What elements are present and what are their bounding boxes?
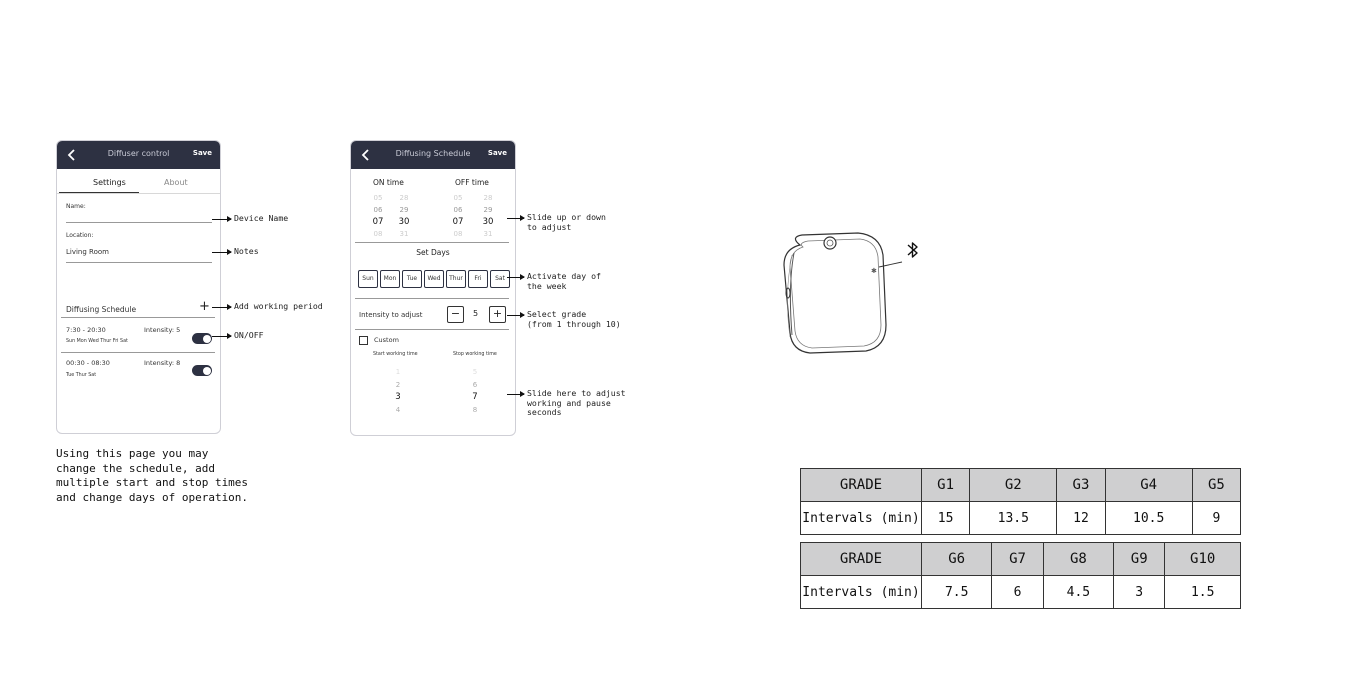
- day-sun[interactable]: Sun: [358, 270, 378, 288]
- diffusing-schedule-screen: [350, 140, 516, 436]
- picker-value: 5: [472, 368, 478, 376]
- table-row: [801, 502, 1241, 535]
- day-fri[interactable]: Fri: [468, 270, 488, 288]
- tab-settings[interactable]: Settings: [93, 178, 126, 187]
- divider: [355, 242, 509, 243]
- grade-cell: G4: [1105, 469, 1192, 502]
- stop-working-label: Stop working time: [453, 352, 497, 357]
- on-off-annotation: ON/OFF: [234, 330, 264, 340]
- set-days-label: Set Days: [416, 248, 450, 257]
- increase-intensity-button[interactable]: +: [489, 306, 506, 323]
- save-button[interactable]: Save: [192, 149, 212, 157]
- annotation-arrow: [507, 394, 524, 395]
- off-hour-picker[interactable]: [451, 192, 465, 240]
- picker-value: 06: [373, 206, 383, 214]
- start-time-picker[interactable]: [391, 366, 405, 416]
- bluetooth-icon: [906, 240, 920, 260]
- app-bar: [351, 141, 515, 169]
- picker-value: 2: [395, 380, 401, 389]
- interval-cell: 13.5: [970, 502, 1057, 535]
- picker-value-selected: 30: [482, 217, 494, 227]
- grade-cell: G7: [992, 543, 1043, 576]
- slide-here-annotation: Slide here to adjust working and pause seconds: [527, 388, 626, 418]
- period-days: Sun Mon Wed Thur Fri Sat: [66, 339, 128, 344]
- intensity-value: 5: [473, 309, 479, 318]
- svg-text:✱: ✱: [871, 267, 877, 275]
- day-sat[interactable]: Sat: [490, 270, 510, 288]
- grade-cell: G9: [1114, 543, 1165, 576]
- intervals-label-cell: Intervals (min): [801, 502, 922, 535]
- custom-label: Custom: [374, 336, 399, 344]
- picker-value-selected: 3: [395, 392, 401, 402]
- period-toggle[interactable]: [192, 333, 212, 344]
- picker-value: 8: [472, 405, 478, 414]
- annotation-arrow: [212, 219, 231, 220]
- day-tue[interactable]: Tue: [402, 270, 422, 288]
- interval-cell: 9: [1192, 502, 1240, 535]
- day-wed[interactable]: Wed: [424, 270, 444, 288]
- interval-cell: 4.5: [1043, 576, 1113, 609]
- diffuser-device-illustration: [770, 225, 950, 360]
- picker-value: 4: [395, 405, 401, 414]
- grade-cell: G6: [922, 543, 992, 576]
- location-label: Location:: [66, 232, 94, 239]
- on-time-label: ON time: [373, 178, 404, 187]
- picker-value: 31: [399, 230, 409, 238]
- interval-cell: 12: [1057, 502, 1105, 535]
- interval-cell: 1.5: [1165, 576, 1241, 609]
- annotation-arrow: [212, 336, 231, 337]
- interval-cell: 10.5: [1105, 502, 1192, 535]
- name-label: Name:: [66, 203, 86, 210]
- slide-adjust-annotation: Slide up or down to adjust: [527, 212, 606, 232]
- picker-value: 28: [483, 194, 493, 202]
- period-divider: [61, 352, 215, 353]
- picker-value: 05: [453, 194, 463, 202]
- annotation-arrow: [507, 277, 524, 278]
- tab-about[interactable]: About: [164, 178, 188, 187]
- location-underline: [66, 262, 212, 263]
- activate-day-annotation: Activate day of the week: [527, 271, 601, 291]
- off-time-label: OFF time: [455, 178, 489, 187]
- grade-cell: G8: [1043, 543, 1113, 576]
- divider: [355, 329, 509, 330]
- day-mon[interactable]: Mon: [380, 270, 400, 288]
- table-row: [801, 576, 1241, 609]
- picker-value: 1: [395, 368, 401, 376]
- interval-cell: 7.5: [922, 576, 992, 609]
- schedule-divider: [61, 317, 215, 318]
- picker-value: 31: [483, 230, 493, 238]
- description-paragraph: Using this page you may change the schedule, add multiple start and stop times and change days of operation.: [56, 447, 249, 504]
- save-button[interactable]: Save: [487, 149, 507, 157]
- grade-table-2: [800, 542, 1241, 609]
- grade-cell: G1: [922, 469, 970, 502]
- table-header-row: [801, 543, 1241, 576]
- annotation-arrow: [212, 252, 231, 253]
- picker-value-selected: 30: [398, 217, 410, 227]
- picker-value-selected: 07: [452, 217, 464, 227]
- add-period-button[interactable]: +: [199, 299, 210, 314]
- grade-cell: G2: [970, 469, 1057, 502]
- annotation-arrow: [507, 315, 524, 316]
- tab-divider: [57, 193, 220, 194]
- picker-value: 28: [399, 194, 409, 202]
- screen-title: Diffuser control: [107, 149, 170, 158]
- interval-cell: 3: [1114, 576, 1165, 609]
- diffuser-control-screen: [56, 140, 221, 434]
- divider: [355, 298, 509, 299]
- name-field[interactable]: [66, 222, 212, 223]
- picker-value: 08: [373, 230, 383, 238]
- grade-cell: G3: [1057, 469, 1105, 502]
- grade-cell: G10: [1165, 543, 1241, 576]
- intervals-label-cell: Intervals (min): [801, 576, 922, 609]
- add-working-period-annotation: Add working period: [234, 301, 323, 311]
- device-name-annotation: Device Name: [234, 213, 289, 223]
- picker-value: 06: [453, 206, 463, 214]
- screen-title: Diffusing Schedule: [395, 149, 471, 158]
- diffusing-schedule-label: Diffusing Schedule: [66, 305, 137, 314]
- app-bar: [57, 141, 220, 169]
- grade-header-cell: GRADE: [801, 469, 922, 502]
- period-days: Tue Thur Sat: [66, 373, 97, 378]
- picker-value: 6: [472, 380, 478, 389]
- off-minute-picker[interactable]: [481, 192, 495, 240]
- picker-value-selected: 07: [372, 217, 384, 227]
- on-hour-picker[interactable]: [371, 192, 385, 240]
- period-intensity: Intensity: 5: [144, 326, 181, 334]
- period-time: 00:30 - 08:30: [66, 359, 110, 367]
- day-thur[interactable]: Thur: [446, 270, 466, 288]
- grade-table-1: [800, 468, 1241, 535]
- picker-value: 05: [373, 194, 383, 202]
- period-intensity: Intensity: 8: [144, 359, 181, 367]
- interval-cell: 6: [992, 576, 1043, 609]
- grade-header-cell: GRADE: [801, 543, 922, 576]
- notes-annotation: Notes: [234, 246, 259, 256]
- picker-value: 29: [399, 206, 409, 214]
- grade-cell: G5: [1192, 469, 1240, 502]
- annotation-arrow: [507, 218, 524, 219]
- period-time: 7:30 - 20:30: [66, 326, 106, 334]
- decrease-intensity-button[interactable]: −: [447, 306, 464, 323]
- select-grade-annotation: Select grade (from 1 through 10): [527, 309, 621, 329]
- picker-value-selected: 7: [472, 392, 478, 402]
- custom-checkbox[interactable]: [359, 336, 368, 345]
- picker-value: 29: [483, 206, 493, 214]
- location-field[interactable]: Living Room: [66, 248, 109, 256]
- on-minute-picker[interactable]: [397, 192, 411, 240]
- stop-time-picker[interactable]: [468, 366, 482, 416]
- start-working-label: Start working time: [373, 352, 418, 357]
- period-toggle[interactable]: [192, 365, 212, 376]
- interval-cell: 15: [922, 502, 970, 535]
- intensity-label: Intensity to adjust: [359, 311, 423, 319]
- annotation-arrow: [212, 307, 231, 308]
- table-header-row: [801, 469, 1241, 502]
- picker-value: 08: [453, 230, 463, 238]
